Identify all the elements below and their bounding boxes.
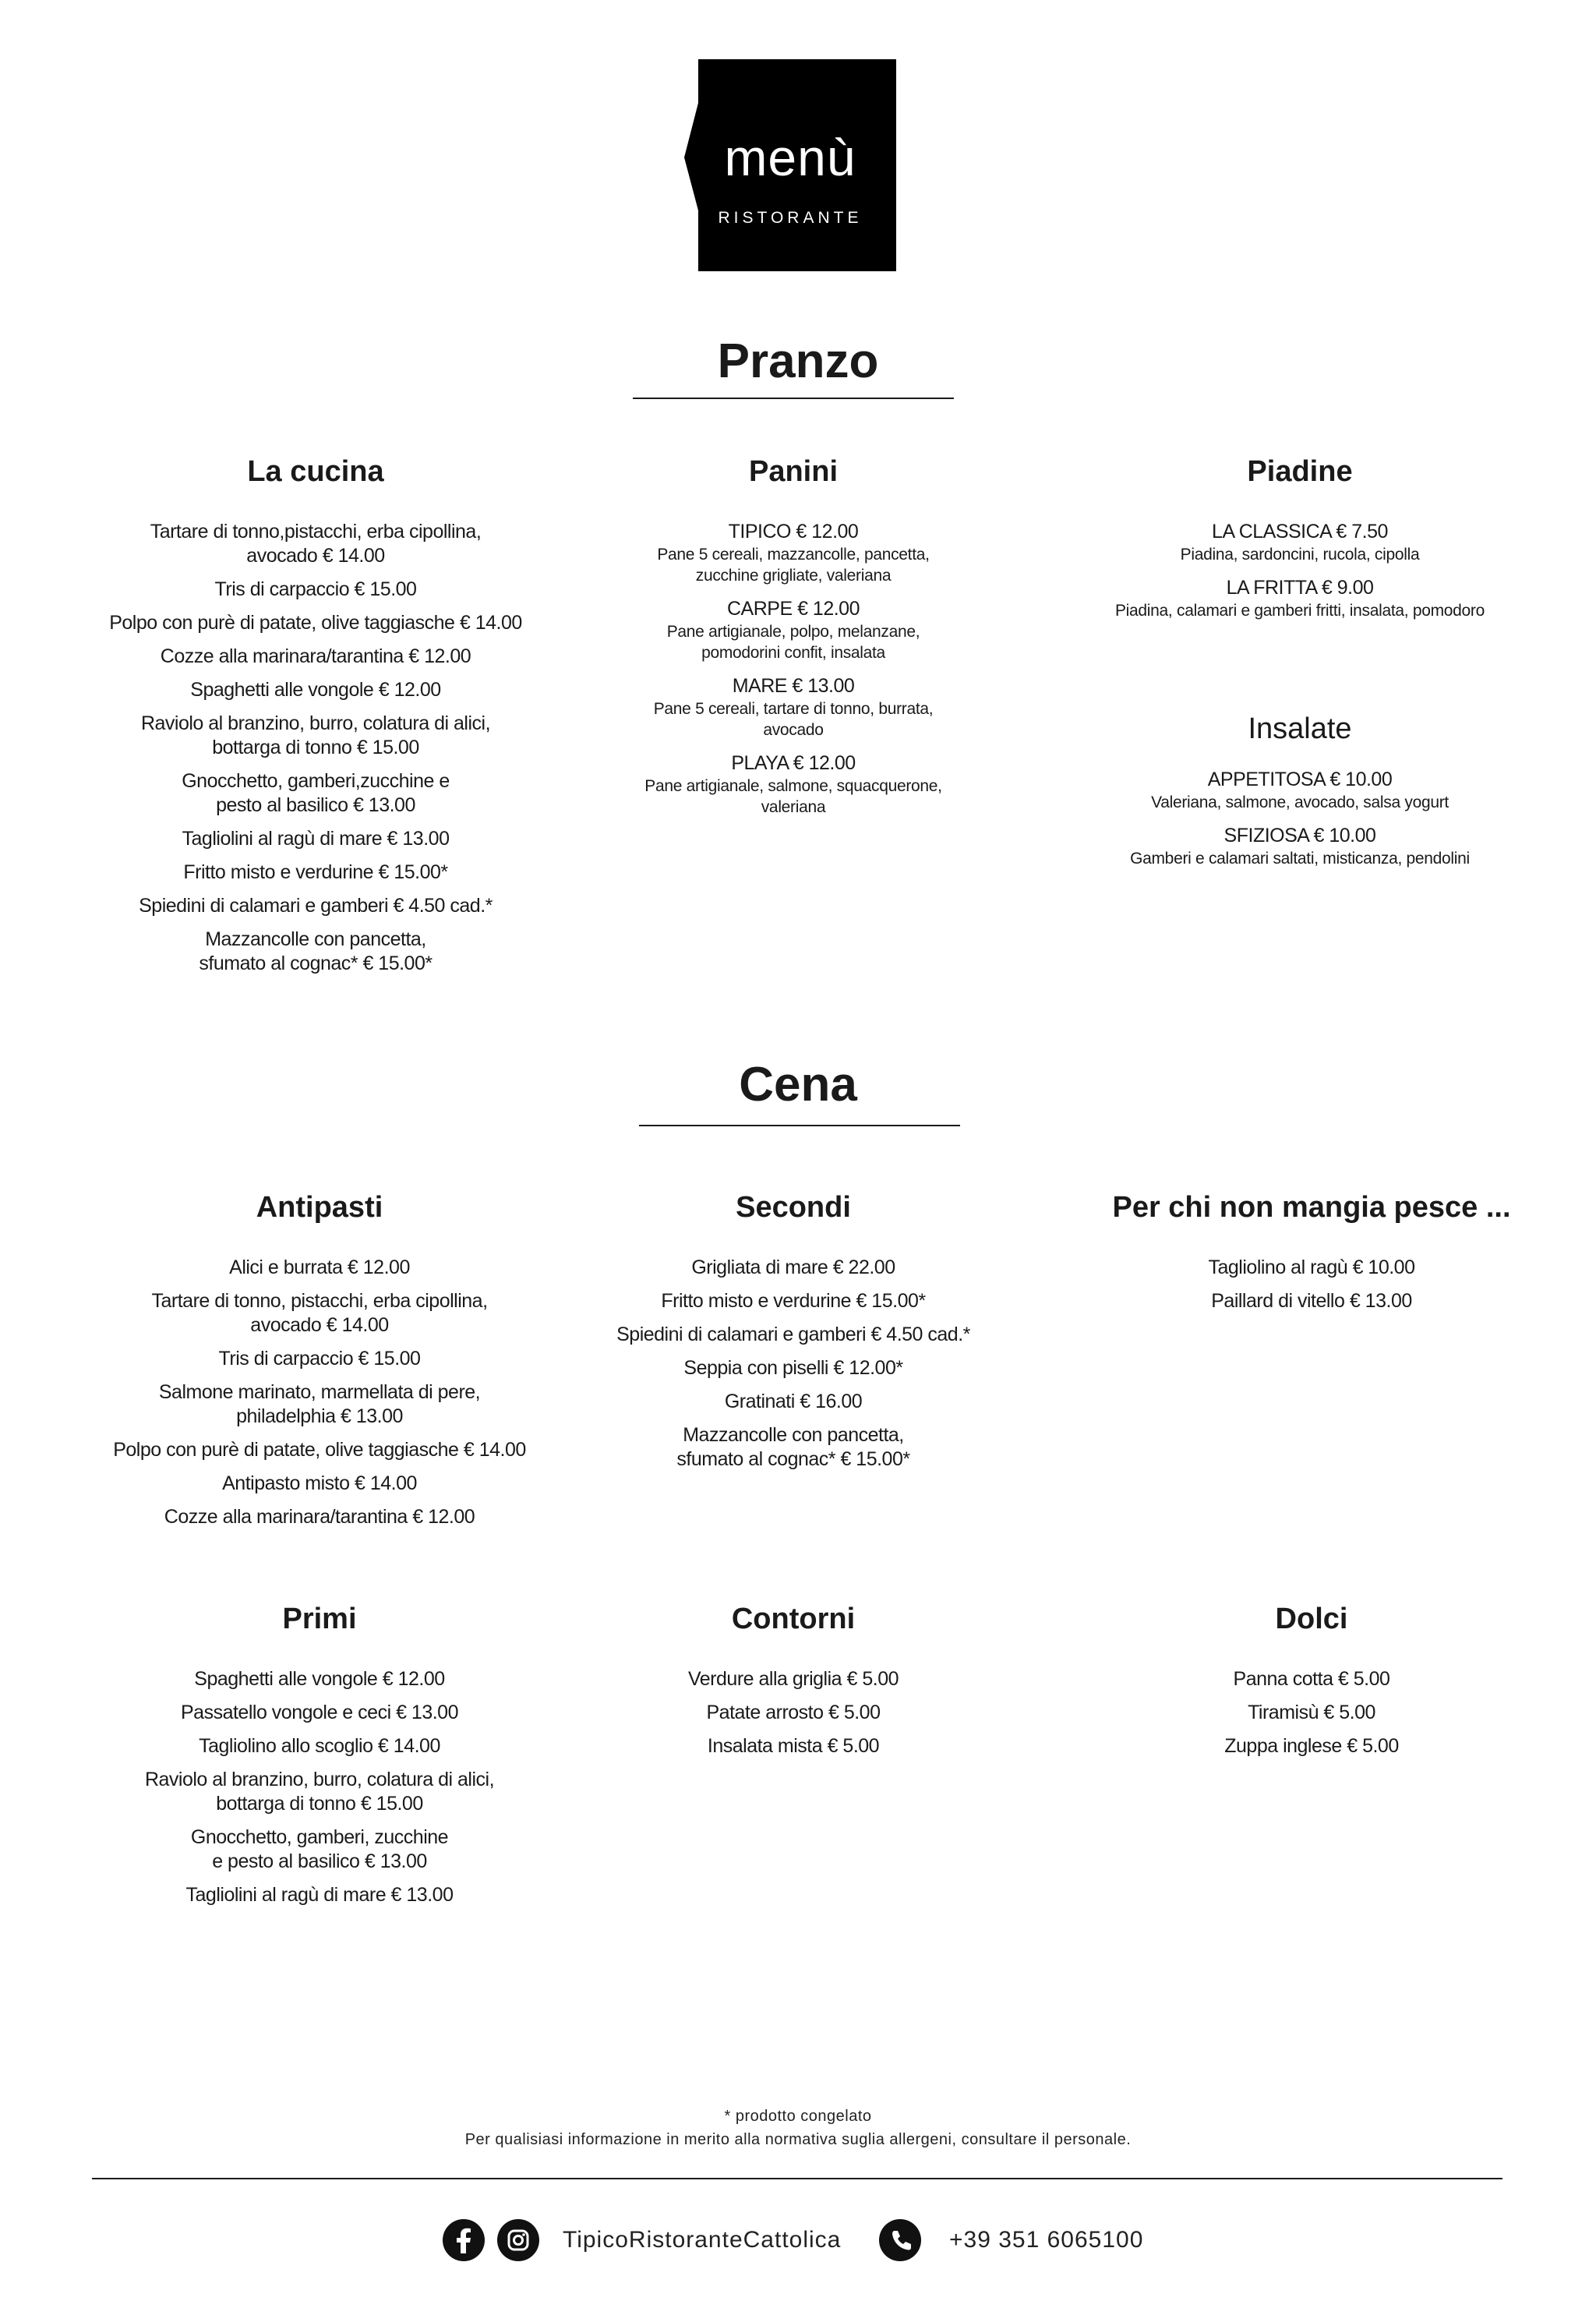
menu-item (86, 1289, 553, 1338)
column-heading: Per chi non mangia pesce ... (1112, 1191, 1511, 1224)
menu-item-description: zucchine grigliate, valeriana (695, 567, 892, 585)
menu-item-text: Spaghetti alle vongole € 12.00 (194, 1668, 445, 1690)
menu-item-name: LA CLASSICA € 7.50 (1212, 521, 1388, 543)
menu-item-text: Seppia con piselli € 12.00* (683, 1357, 903, 1379)
menu-item-text: bottarga di tonno € 15.00 (216, 1793, 423, 1815)
menu-item (567, 1734, 1019, 1758)
menu-item-name: PLAYA € 12.00 (731, 752, 856, 774)
menu-item-text: avocado € 14.00 (250, 1314, 389, 1336)
column-heading: Antipasti (256, 1191, 383, 1224)
menu-item-text: Gnocchetto, gamberi,zucchine e (182, 770, 450, 792)
phone-icon[interactable] (879, 2219, 921, 2261)
column-heading: Contorni (731, 1603, 856, 1635)
menu-item-text: Alici e burrata € 12.00 (229, 1256, 410, 1278)
allergen-note: Per qualisiasi informazione in merito alla normativa suglia allergeni, consultare il personale. (464, 2131, 1132, 2148)
menu-item-text: Gnocchetto, gamberi, zucchine (190, 1826, 449, 1848)
menu-item (86, 1505, 553, 1529)
menu-item (82, 769, 549, 818)
menu-item (1074, 1667, 1549, 1691)
menu-item-text: Polpo con purè di patate, olive taggiasche € 14.00 (109, 612, 522, 634)
menu-item (567, 520, 1019, 586)
frozen-product-note: * prodotto congelato (724, 2108, 872, 2125)
menu-item (82, 578, 549, 602)
menu-item-text: Grigliata di mare € 22.00 (691, 1256, 895, 1278)
menu-item-text: bottarga di tonno € 15.00 (212, 737, 419, 758)
menu-item-text: Tartare di tonno,pistacchi, erba cipollina, (150, 521, 482, 543)
menu-item (86, 1825, 553, 1874)
menu-item (1043, 520, 1557, 565)
menu-item-name: CARPE € 12.00 (727, 598, 860, 620)
menu-column-panini (567, 455, 1019, 829)
menu-item (1043, 824, 1557, 869)
menu-item-text: philadelphia € 13.00 (236, 1405, 403, 1427)
menu-item (86, 1256, 553, 1280)
menu-item-list (1074, 1667, 1549, 1758)
menu-column-primi (86, 1603, 553, 1917)
menu-item-list (567, 1667, 1019, 1758)
menu-item-text: Fritto misto e verdurine € 15.00* (661, 1290, 926, 1312)
column-heading: Dolci (1275, 1603, 1348, 1635)
menu-item-description: Piadina, sardoncini, rucola, cipolla (1180, 546, 1420, 564)
menu-item-text: Cozze alla marinara/tarantina € 12.00 (164, 1506, 475, 1528)
section-title-cena: Cena (739, 1058, 857, 1112)
menu-item-text: Cozze alla marinara/tarantina € 12.00 (160, 645, 471, 667)
menu-item-text: e pesto al basilico € 13.00 (212, 1850, 427, 1872)
menu-item-name: SFIZIOSA € 10.00 (1223, 825, 1376, 846)
instagram-icon[interactable] (497, 2219, 539, 2261)
menu-item-text: Zuppa inglese € 5.00 (1224, 1735, 1399, 1757)
section-rule-cena (639, 1125, 960, 1126)
menu-item-text: Tris di carpaccio € 15.00 (218, 1348, 421, 1370)
menu-item-description: Pane artigianale, polpo, melanzane, (666, 623, 920, 641)
menu-item-name: MARE € 13.00 (732, 675, 855, 697)
menu-column-secondi (567, 1191, 1019, 1481)
facebook-icon[interactable] (443, 2219, 485, 2261)
menu-item (567, 1667, 1019, 1691)
column-heading: Piadine (1247, 455, 1353, 488)
section-title-pranzo: Pranzo (717, 334, 879, 388)
menu-item-text: Tartare di tonno, pistacchi, erba cipollina, (151, 1290, 488, 1312)
menu-item-list (86, 1667, 553, 1907)
menu-item (82, 928, 549, 976)
menu-item-text: Verdure alla griglia € 5.00 (687, 1668, 899, 1690)
menu-item (82, 712, 549, 760)
menu-item (82, 861, 549, 885)
logo-subtitle: RISTORANTE (718, 209, 863, 227)
menu-item (86, 1472, 553, 1496)
menu-item-text: Raviolo al branzino, burro, colatura di alici, (144, 1769, 495, 1790)
social-handle[interactable]: TipicoRistoranteCattolica (563, 2227, 842, 2253)
restaurant-logo (684, 59, 896, 271)
menu-item (82, 894, 549, 918)
menu-item-text: Tagliolini al ragù di mare € 13.00 (182, 828, 450, 850)
menu-column-antipasti (86, 1191, 553, 1539)
section-rule-pranzo (633, 398, 954, 399)
menu-item-text: Tagliolini al ragù di mare € 13.00 (185, 1884, 454, 1906)
menu-item-description: Valeriana, salmone, avocado, salsa yogurt (1151, 793, 1449, 811)
menu-item-list (1074, 1256, 1549, 1313)
menu-item (567, 1390, 1019, 1414)
menu-item (82, 645, 549, 669)
menu-item (86, 1380, 553, 1429)
menu-item (567, 1701, 1019, 1725)
menu-item (567, 1256, 1019, 1280)
menu-item-text: Salmone marinato, marmellata di pere, (158, 1381, 481, 1403)
menu-item (82, 520, 549, 568)
menu-item (86, 1667, 553, 1691)
menu-item-text: Panna cotta € 5.00 (1233, 1668, 1390, 1690)
menu-item-description: Pane 5 cereali, mazzancolle, pancetta, (657, 546, 930, 564)
menu-item-list (1043, 768, 1557, 869)
menu-item-description: Piadina, calamari e gamberi fritti, insalata, pomodoro (1114, 602, 1485, 620)
menu-item (86, 1768, 553, 1816)
column-heading: La cucina (247, 455, 384, 488)
menu-item-list (567, 1256, 1019, 1472)
menu-item-description: valeriana (761, 798, 826, 816)
menu-item-text: Gratinati € 16.00 (724, 1391, 863, 1412)
menu-item-text: Spiedini di calamari e gamberi € 4.50 cad.* (139, 895, 493, 917)
menu-item (86, 1734, 553, 1758)
menu-item (1043, 576, 1557, 621)
menu-item (1074, 1256, 1549, 1280)
phone-number[interactable]: +39 351 6065100 (949, 2227, 1144, 2253)
menu-item (567, 674, 1019, 740)
menu-item-text: Polpo con purè di patate, olive taggiasche € 14.00 (113, 1439, 526, 1461)
column-heading: Secondi (736, 1191, 851, 1224)
menu-item-description: Gamberi e calamari saltati, misticanza, pendolini (1130, 850, 1470, 868)
menu-item-text: Tiramisù € 5.00 (1248, 1702, 1375, 1723)
menu-item (86, 1883, 553, 1907)
menu-item-description: avocado (763, 721, 824, 739)
menu-item (567, 1423, 1019, 1472)
phone-bar (879, 2217, 1143, 2264)
menu-column-contorni (567, 1603, 1019, 1768)
menu-item (86, 1438, 553, 1462)
menu-item-text: Tagliolino allo scoglio € 14.00 (199, 1735, 440, 1757)
menu-item (1043, 768, 1557, 813)
column-heading: Primi (282, 1603, 357, 1635)
menu-item-text: Passatello vongole e ceci € 13.00 (181, 1702, 458, 1723)
menu-item-text: Insalata mista € 5.00 (707, 1735, 880, 1757)
menu-column-dolci (1074, 1603, 1549, 1768)
column-heading: Panini (748, 455, 839, 488)
menu-item (567, 751, 1019, 818)
menu-item-text: Mazzancolle con pancetta, (683, 1424, 904, 1446)
menu-item-text: Tris di carpaccio € 15.00 (214, 578, 417, 600)
menu-item-description: Pane 5 cereali, tartare di tonno, burrata, (653, 700, 934, 718)
menu-item-list (82, 520, 549, 976)
menu-item (567, 1289, 1019, 1313)
menu-item-name: APPETITOSA € 10.00 (1207, 769, 1393, 790)
menu-item (82, 678, 549, 702)
menu-item (86, 1701, 553, 1725)
menu-item-text: Spiedini di calamari e gamberi € 4.50 cad.* (616, 1324, 970, 1345)
menu-item (1074, 1289, 1549, 1313)
menu-item-text: Mazzancolle con pancetta, (205, 928, 426, 950)
menu-item (567, 1323, 1019, 1347)
menu-item-description: Pane artigianale, salmone, squacquerone, (644, 777, 942, 795)
menu-item-name: LA FRITTA € 9.00 (1226, 577, 1374, 599)
menu-item-text: Fritto misto e verdurine € 15.00* (183, 861, 448, 883)
menu-item-text: avocado € 14.00 (246, 545, 385, 567)
menu-item-list (86, 1256, 553, 1529)
menu-item-list (1043, 520, 1557, 621)
menu-item-text: sfumato al cognac* € 15.00* (199, 953, 433, 974)
menu-column-la-cucina (82, 455, 549, 985)
column-heading: Insalate (1248, 712, 1352, 745)
menu-item-text: Antipasto misto € 14.00 (222, 1472, 417, 1494)
menu-item (82, 611, 549, 635)
menu-item-text: Paillard di vitello € 13.00 (1211, 1290, 1412, 1312)
menu-item (567, 597, 1019, 663)
menu-item-text: sfumato al cognac* € 15.00* (676, 1448, 910, 1470)
menu-item (567, 1356, 1019, 1380)
menu-item-text: Spaghetti alle vongole € 12.00 (190, 679, 441, 701)
menu-item (1074, 1734, 1549, 1758)
menu-item-description: pomodorini confit, insalata (701, 644, 885, 662)
menu-item-text: Raviolo al branzino, burro, colatura di alici, (140, 712, 491, 734)
menu-item-list (567, 520, 1019, 818)
logo-wordmark: menù (724, 129, 856, 186)
social-bar (443, 2217, 841, 2264)
menu-item-text: Tagliolino al ragù € 10.00 (1208, 1256, 1415, 1278)
menu-item (82, 827, 549, 851)
menu-item-text: pesto al basilico € 13.00 (216, 794, 415, 816)
menu-column-per-chi-non-mangia-pesce (1074, 1191, 1549, 1323)
menu-item (86, 1347, 553, 1371)
menu-item (1074, 1701, 1549, 1725)
menu-column-piadine (1043, 455, 1557, 632)
menu-item-name: TIPICO € 12.00 (728, 521, 859, 543)
footnote (0, 2105, 1596, 2151)
menu-item-text: Patate arrosto € 5.00 (706, 1702, 881, 1723)
menu-column-insalate (1043, 712, 1557, 880)
footer-rule (92, 2178, 1502, 2179)
